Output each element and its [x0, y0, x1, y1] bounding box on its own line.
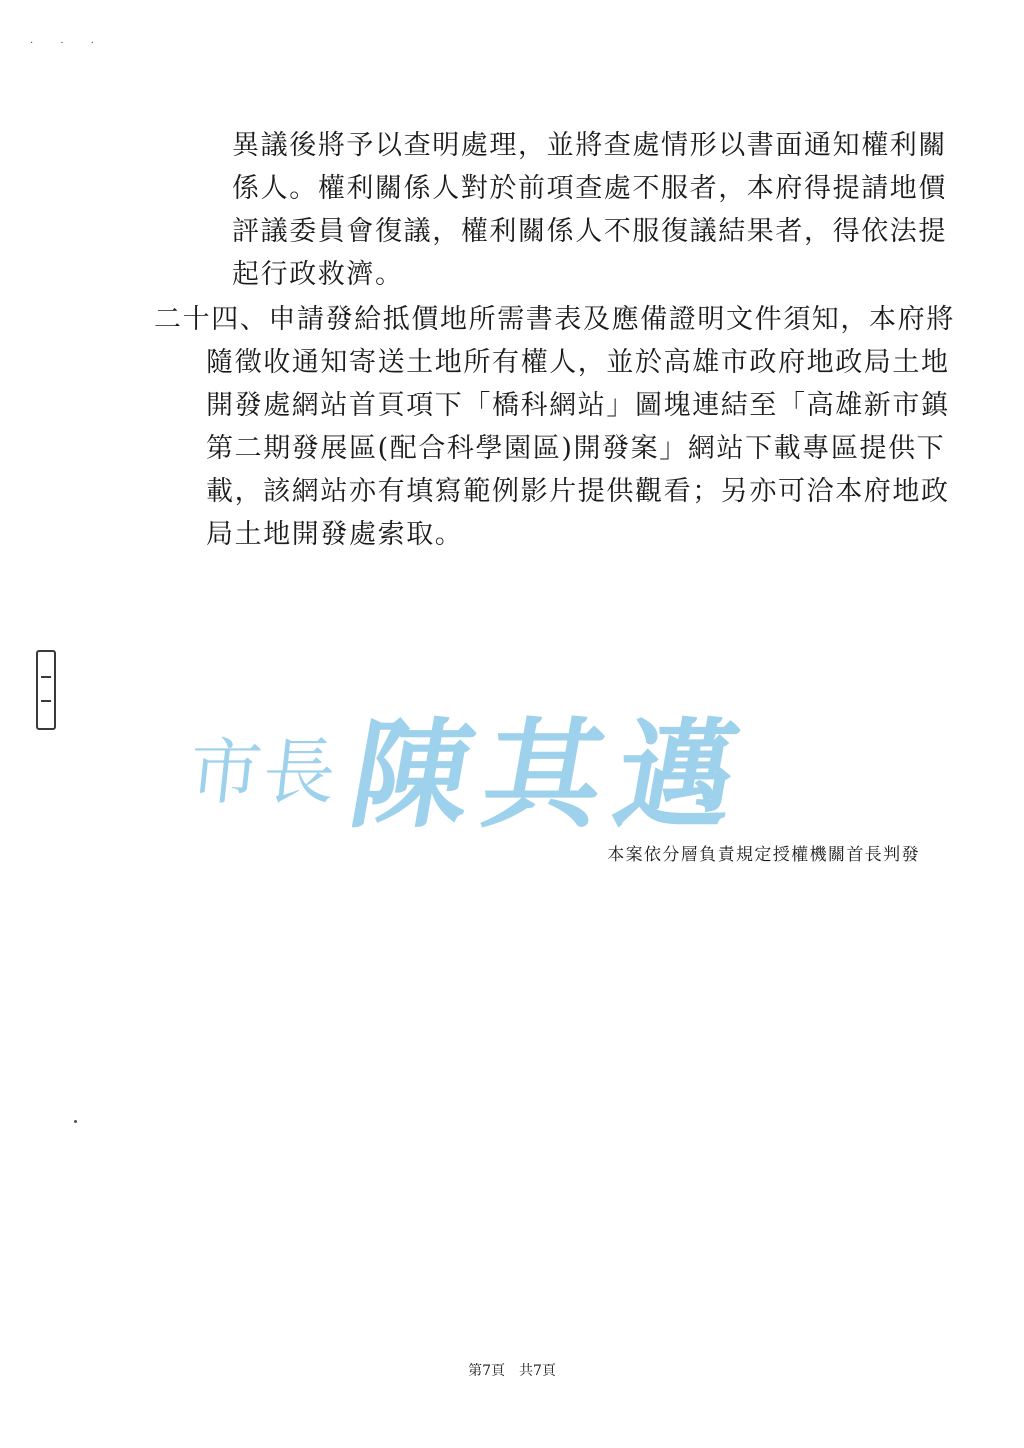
mayor-signature-stamp: [180, 680, 780, 844]
scan-dot: [74, 1120, 77, 1123]
signature-title: 市長: [184, 730, 342, 814]
text-line: 載，該網站亦有填寫範例影片提供觀看；另亦可洽本府地政: [206, 476, 950, 507]
text-line: 異議後將予以查明處理，並將查處情形以書面通知權利關: [232, 130, 947, 161]
text-line: 局土地開發處索取。: [206, 519, 464, 550]
delegation-note: 本案依分層負責規定授權機關首長判發: [607, 845, 920, 865]
item-24-paragraph: [154, 298, 955, 556]
scan-artifact: · · ·: [30, 38, 106, 49]
seal-stamp-icon: [36, 650, 56, 730]
page-number: [0, 1360, 1024, 1380]
page-current: 第7頁: [468, 1363, 505, 1379]
text-line: 隨徵收通知寄送土地所有權人，並於高雄市政府地政局土地: [206, 347, 950, 378]
text-line: 第二期發展區(配合科學園區)開發案」網站下載專區提供下: [206, 433, 946, 464]
text-line: 係人。權利關係人對於前項查處不服者，本府得提請地價: [232, 173, 947, 204]
page-total: 共7頁: [519, 1363, 556, 1379]
signature-name: 陳其邁: [341, 705, 762, 844]
text-line: 評議委員會復議，權利關係人不服復議結果者，得依法提: [232, 216, 947, 247]
text-line: 開發處網站首頁項下「橋科網站」圖塊連結至「高雄新市鎮: [206, 390, 950, 421]
text-line: 起行政救濟。: [232, 259, 404, 290]
item-24-first-line: 二十四、申請發給抵價地所需書表及應備證明文件須知，本府將: [154, 304, 955, 335]
continuation-paragraph: [232, 124, 947, 296]
